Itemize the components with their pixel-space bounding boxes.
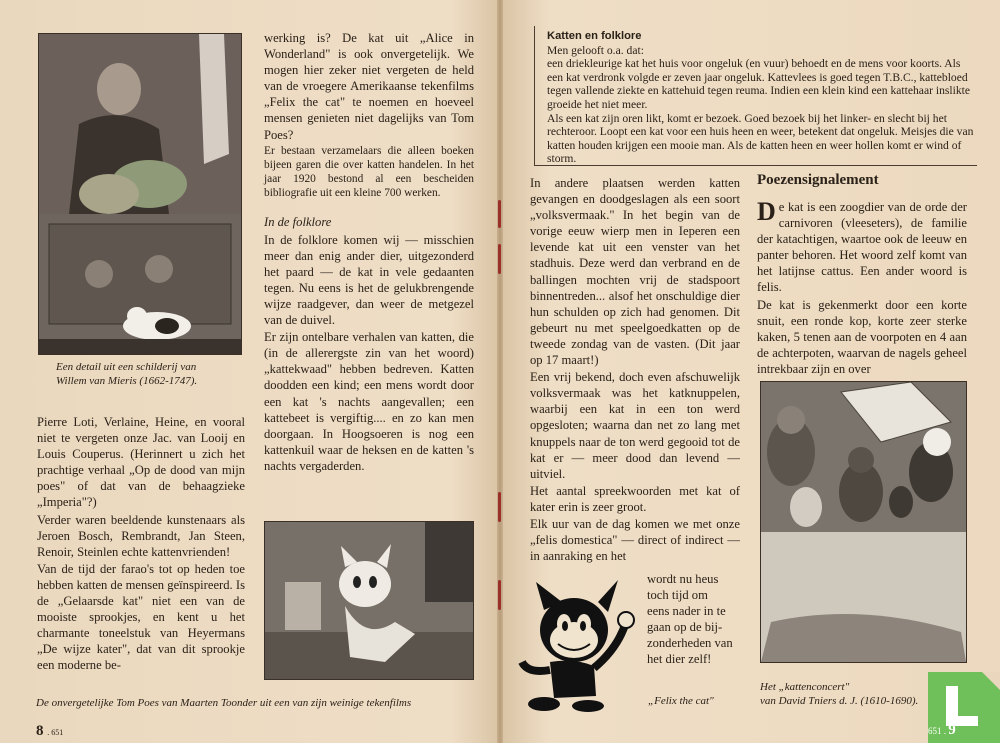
binding-stitch (498, 492, 501, 522)
paragraph: Van de tijd der farao's tot op heden toe hebben katten de mensen geïnspireerd. Is de „Gelaarsde kat" niet een van de mooiste sprookjes, en kent u het charmante toneelstuk van Heyermans „De wijze kater", dat van dit sprookje een moderne be- (37, 561, 245, 673)
binding-stitch (498, 200, 501, 228)
tom-poes-caption: De onvergetelijke Tom Poes van Maarten Toonder uit een van zijn weinige tekenfilms (36, 697, 412, 709)
tail-line: zonderheden van (647, 636, 733, 651)
page-number: 9 (948, 722, 956, 738)
drop-cap: D (757, 197, 776, 226)
paragraph: werking is? De kat uit „Alice in Wonderland" is ook onvergetelijk. We mogen hier zeker niet vergeten de held van de vroegere Amerikaanse tekenfilms „Felix the cat" te noemen en hoeveel mensen genieten niet dagelijks van Tom Poes? (264, 31, 474, 142)
box-line: Men gelooft o.a. dat: (547, 43, 644, 57)
paragraph: In de folklore komen wij — misschien meer dan enig ander dier, uitgezonderd het paard — de kat in vele gedaanten tegen. Nu eens is het de gelukbrengende wijze raadgever, dan weer de metgezel van de duivel. (264, 232, 474, 328)
folklore-box (534, 26, 977, 166)
binding-stitch (498, 580, 501, 610)
caption-line: van David Tniers d. J. (1610-1690). (760, 694, 919, 707)
caption-line: Het „kattenconcert" (760, 681, 850, 693)
page-code-value: 651 (51, 728, 64, 737)
logo-fold-corner (982, 672, 1000, 690)
paragraph: Pierre Loti, Verlaine, Heine, en vooral niet te vergeten onze Jac. van Looij en Louis Couperus. (Herinnert u zich het prachtige verhaal „Op de dood van mijn poes" of dat van de behaagzieke „Imperia"?) (37, 415, 245, 510)
page-code: . 651 (47, 728, 64, 737)
left-column-1 (37, 414, 245, 675)
tail-line: wordt nu heus (647, 572, 719, 586)
paragraph-text: e kat is een zoogdier van de orde der carnivoren (vleeseters), de familie der katachtigen, waartoe ook de leeuw en panter behoren. Het woord zelf komt van het latijnse cattus. Een ander woord is felis. (757, 200, 967, 295)
right-column-1 (530, 175, 740, 565)
page-number: 8 (36, 723, 44, 739)
page-code-value: 651 (928, 726, 942, 736)
paragraph: Er zijn ontelbare verhalen van katten, die (in de allerergste zin van het woord) „kattekwaad" hebben bedreven. Katten doodden een kind; een mens wordt door een kat 's nachts aangevallen; een kattebeet is vergiftig.... en zo kan men doorgaan. In Hoogsoeren is nog een kattenkuil waar de heksen en de katten 's nachts vergaderden. (264, 330, 474, 473)
cat-concert-image (760, 381, 967, 663)
paragraph-small: Er bestaan verzamelaars die alleen boeken bijeen garen die over katten handelen. In het jaar 1920 bestond al een bescheiden bibliografie uit een kleine 700 werken. (264, 144, 474, 200)
paragraph: De kat is gekenmerkt door een korte snuit, een ronde kop, korte zeer sterke kaken, 5 tenen aan de voorpoten en 4 aan de achterpoten, waarvan de nagels geheel intrekbaar zijn en over (757, 297, 967, 376)
box-title: Katten en folklore (547, 30, 642, 42)
section-title: Poezensignalement (757, 172, 879, 188)
painting-caption (56, 361, 256, 388)
caption-line: Willem van Mieris (1662-1747). (56, 374, 198, 387)
right-column-2 (757, 199, 967, 378)
left-column-2 (264, 30, 474, 475)
paragraph: Verder waren beeldende kunstenaars als Jeroen Bosch, Rembrandt, Jan Steen, Renoir, Steinlen echte kattenvrienden! (37, 512, 245, 559)
felix-caption: „Felix the cat" (648, 695, 714, 707)
page-number-right: 651 . 9 (928, 722, 956, 738)
right-column-1-tail (647, 571, 742, 668)
paragraph (757, 199, 967, 296)
paragraph: Elk uur van de dag komen we met onze „felis domestica" — direct of indirect — in aanraking en het (530, 516, 740, 564)
binding-stitch (498, 244, 501, 274)
tail-line: toch tijd om (647, 588, 708, 603)
tail-line: gaan op de bij- (647, 620, 723, 635)
tom-poes-image (264, 521, 474, 680)
folklore-heading: In de folklore (264, 215, 332, 230)
box-line: een driekleurige kat het huis voor ongeluk (en vuur) behoedt en de mens voor koorts. Als een kat verdronk volgde er zeven jaar ongeluk. Kattevlees is goed tegen T.B.C., kattebloed tegen vallende ziekte en kattehuid tegen reuma. Indien een klein kind een kattehaar inslikte groeide het niet meer. (547, 57, 970, 111)
spine-gutter (497, 0, 503, 743)
painting-image (38, 33, 242, 355)
paragraph: In andere plaatsen werden katten gevangen en doodgeslagen als een soort „volksvermaak." In het begin van de vorige eeuw wierp men in Ieperen een levende kat uit een venster van het stadhuis. Deze werd dan verbrand en de ballingen mochten vrij de stadspoort binnentreden... alsof het onschuldige dier hun schulden op zich had genomen. Dit gebeurt nu met speelgoedkatten op de tweede zondag van de vasten. (Dit jaar op 17 maart!) (530, 176, 740, 368)
box-line: Als een kat zijn oren likt, komt er bezoek. Goed bezoek bij het linker- en slecht bij het rechteroor. Loopt een kat voor een huis heen en weer, betekent dat ongeluk. Meisjes die van katten houden krijgen een mooie man. Als de katten heen en weer hollen komt er wind of storm. (547, 111, 974, 166)
page-number-left (36, 723, 63, 740)
caption-line: Een detail uit een schilderij van (56, 361, 197, 373)
paragraph: Het aantal spreekwoorden met kat of kater erin is zeer groot. (530, 483, 740, 514)
felix-cat-drawing (514, 578, 642, 712)
paragraph: Een vrij bekend, doch even afschuwelijk volksvermaak was het katknuppelen, waarbij een kat in een ton werd opgesloten; waarna dan net zo lang met knuppels naar de ton werd gegooid tot de kat er — meer dood dan levend — uitviel. (530, 370, 740, 481)
tail-line: het dier zelf! (647, 652, 712, 667)
tail-line: eens nader in te (647, 604, 726, 619)
